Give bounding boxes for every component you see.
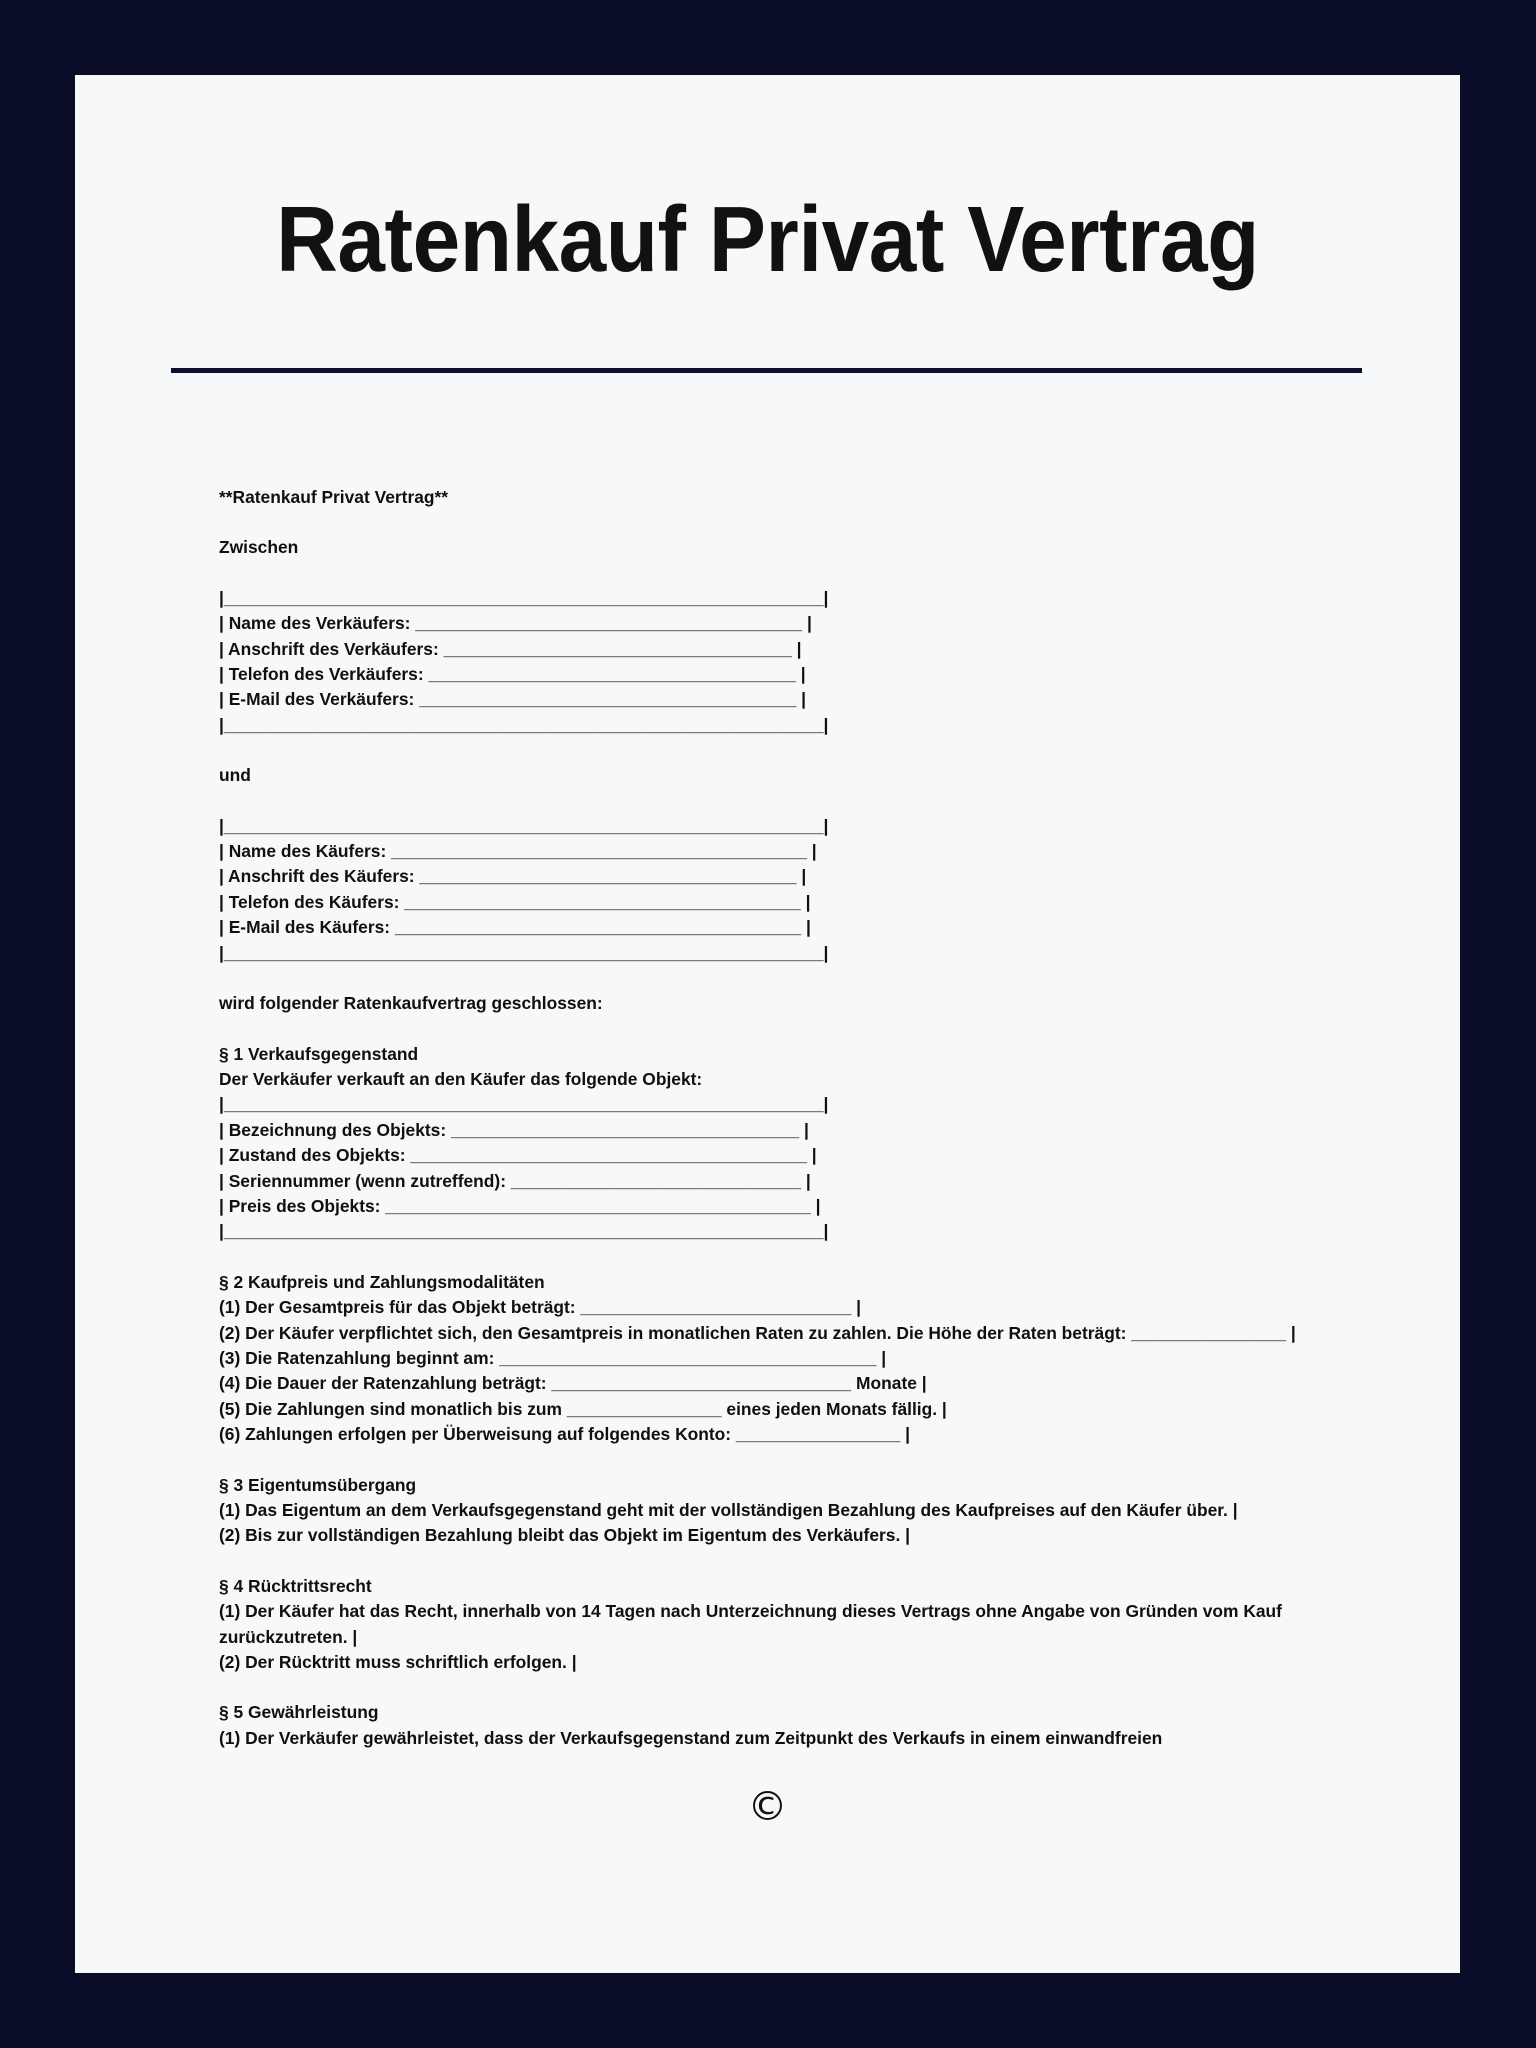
document-page xyxy=(75,75,1460,1973)
object-condition-row: | Zustand des Objekts: _________________________________________ | xyxy=(219,1145,817,1166)
section-2-item-5: (5) Die Zahlungen sind monatlich bis zum ________________ eines jeden Monats fällig. | xyxy=(219,1398,947,1419)
intro-between xyxy=(219,535,1379,560)
section-1 xyxy=(219,1042,1379,1245)
buyer-table-top-border: |______________________________________________________________| xyxy=(219,815,829,836)
section-2-item-1: (1) Der Gesamtpreis für das Objekt beträgt: ____________________________ | xyxy=(219,1297,861,1318)
contract-lead xyxy=(219,991,1379,1016)
spacer xyxy=(219,1448,1379,1473)
section-4-heading: § 4 Rücktrittsrecht xyxy=(219,1575,372,1596)
section-4-item-2: (2) Der Rücktritt muss schriftlich erfolgen. | xyxy=(219,1652,577,1673)
section-2 xyxy=(219,1270,1379,1448)
buyer-name-row: | Name des Käufers: ___________________________________________ | xyxy=(219,841,817,862)
section-5-heading: § 5 Gewährleistung xyxy=(219,1702,379,1723)
section-3-heading: § 3 Eigentumsübergang xyxy=(219,1474,417,1495)
object-table-top-border: |______________________________________________________________| xyxy=(219,1094,829,1115)
buyer-address-row: | Anschrift des Käufers: _______________________________________ | xyxy=(219,866,807,887)
spacer xyxy=(219,1245,1379,1270)
seller-address-row: | Anschrift des Verkäufers: ____________________________________ | xyxy=(219,638,802,659)
section-3-item-2: (2) Bis zur vollständigen Bezahlung bleibt das Objekt im Eigentum des Verkäufers. | xyxy=(219,1525,910,1546)
spacer xyxy=(219,510,1379,535)
object-designation-row: | Bezeichnung des Objekts: ____________________________________ | xyxy=(219,1119,809,1140)
spacer xyxy=(219,561,1379,586)
spacer xyxy=(219,1017,1379,1042)
seller-table-bottom-border: |______________________________________________________________| xyxy=(219,714,829,735)
section-1-lead: Der Verkäufer verkauft an den Käufer das folgende Objekt: xyxy=(219,1068,703,1089)
intro-between-text: Zwischen xyxy=(219,537,299,558)
buyer-email-row: | E-Mail des Käufers: __________________________________________ | xyxy=(219,917,811,938)
document-body xyxy=(219,485,1379,1751)
section-2-item-2: (2) Der Käufer verpflichtet sich, den Gesamtpreis in monatlichen Raten zu zahlen. Die Höhe der Raten beträgt: ________________ | xyxy=(219,1322,1296,1343)
connector-and-text: und xyxy=(219,765,251,786)
object-serial-row: | Seriennummer (wenn zutreffend): ______________________________ | xyxy=(219,1170,811,1191)
seller-email-row: | E-Mail des Verkäufers: _______________________________________ | xyxy=(219,689,807,710)
spacer xyxy=(219,1675,1379,1700)
object-table-bottom-border: |______________________________________________________________| xyxy=(219,1221,829,1242)
buyer-table-bottom-border: |______________________________________________________________| xyxy=(219,942,829,963)
contract-lead-text: wird folgender Ratenkaufvertrag geschlossen: xyxy=(219,993,603,1014)
section-5-item-1: (1) Der Verkäufer gewährleistet, dass der Verkaufsgegenstand zum Zeitpunkt des Verkaufs in einem einwandfreien xyxy=(219,1727,1163,1748)
buyer-phone-row: | Telefon des Käufers: _________________________________________ | xyxy=(219,891,811,912)
seller-table xyxy=(219,586,1379,738)
section-2-heading: § 2 Kaufpreis und Zahlungsmodalitäten xyxy=(219,1271,545,1292)
section-3-item-1: (1) Das Eigentum an dem Verkaufsgegenstand geht mit der vollständigen Bezahlung des Kaufpreises auf den Käufer über. | xyxy=(219,1500,1238,1520)
section-5 xyxy=(219,1700,1379,1751)
spacer xyxy=(219,789,1379,814)
seller-table-top-border: |______________________________________________________________| xyxy=(219,587,829,608)
section-1-heading: § 1 Verkaufsgegenstand xyxy=(219,1043,419,1064)
buyer-table xyxy=(219,814,1379,966)
seller-phone-row: | Telefon des Verkäufers: ______________________________________ | xyxy=(219,664,806,685)
copyright-icon: © xyxy=(747,1784,788,1830)
section-2-item-4: (4) Die Dauer der Ratenzahlung beträgt: _______________________________ Monate | xyxy=(219,1373,927,1394)
heading-markdown-text: **Ratenkauf Privat Vertrag** xyxy=(219,487,449,507)
spacer xyxy=(219,966,1379,991)
connector-and xyxy=(219,763,1379,788)
section-4-item-1: (1) Der Käufer hat das Recht, innerhalb von 14 Tagen nach Unterzeichnung dieses Vertrags ohne Angabe von Gründen vom Kauf zurückzutreten. | xyxy=(219,1601,1287,1647)
spacer xyxy=(219,1549,1379,1574)
document-heading-line xyxy=(219,485,1379,510)
section-2-item-6: (6) Zahlungen erfolgen per Überweisung auf folgendes Konto: _________________ | xyxy=(219,1424,911,1445)
title-divider xyxy=(171,368,1362,373)
section-4 xyxy=(219,1574,1379,1676)
section-3 xyxy=(219,1473,1379,1549)
page-title: Ratenkauf Privat Vertrag xyxy=(276,187,1259,291)
seller-name-row: | Name des Verkäufers: ________________________________________ | xyxy=(219,613,812,634)
section-2-item-3: (3) Die Ratenzahlung beginnt am: _______________________________________ | xyxy=(219,1347,887,1368)
object-price-row: | Preis des Objekts: ____________________________________________ | xyxy=(219,1195,821,1216)
spacer xyxy=(219,738,1379,763)
